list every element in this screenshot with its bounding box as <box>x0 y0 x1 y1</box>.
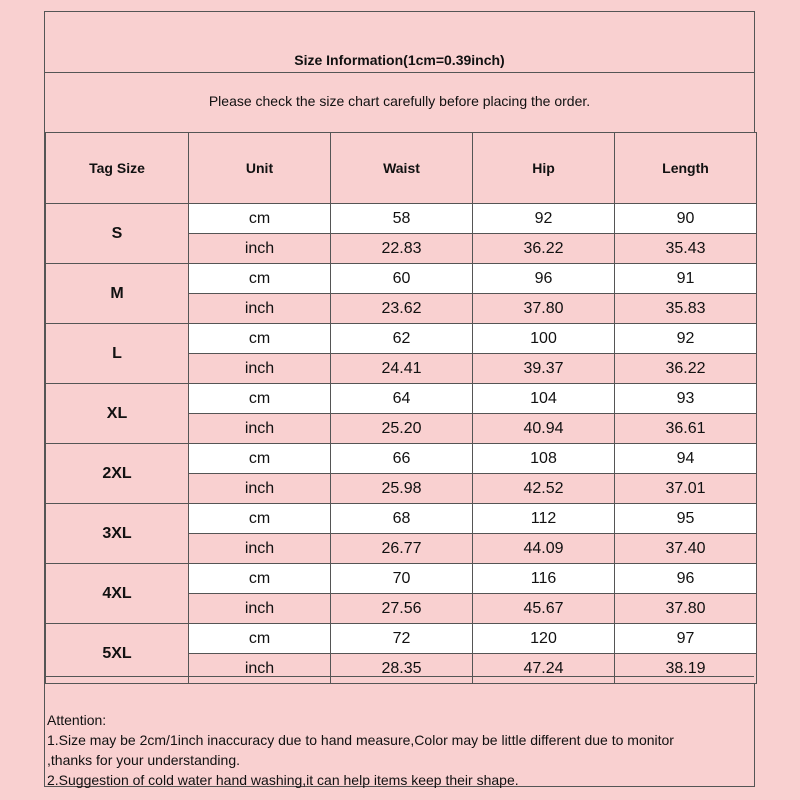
attention-section <box>45 676 754 789</box>
size-notice: Please check the size chart carefully before placing the order. <box>208 93 591 109</box>
unit-cell: cm <box>189 624 331 654</box>
size-table <box>45 132 757 684</box>
notice-row <box>45 72 754 133</box>
waist-cell: 28.35 <box>331 654 473 684</box>
title-row <box>45 12 754 73</box>
unit-cell: cm <box>189 504 331 534</box>
unit-cell: cm <box>189 204 331 234</box>
unit-cell: inch <box>189 654 331 684</box>
hip-cell: 42.52 <box>473 474 615 504</box>
size-info-title: Size Information(1cm=0.39inch) <box>294 52 505 68</box>
tag-size-cell: M <box>46 264 189 324</box>
waist-cell: 26.77 <box>331 534 473 564</box>
length-cell: 94 <box>615 444 757 474</box>
table-row <box>46 504 757 534</box>
waist-cell: 60 <box>331 264 473 294</box>
waist-cell: 25.98 <box>331 474 473 504</box>
attention-line-1: 1.Size may be 2cm/1inch inaccuracy due to hand measure,Color may be little different due to monitor <box>47 732 674 748</box>
unit-cell: cm <box>189 444 331 474</box>
hip-cell: 104 <box>473 384 615 414</box>
header-waist: Waist <box>331 133 473 204</box>
unit-cell: cm <box>189 564 331 594</box>
length-cell: 95 <box>615 504 757 534</box>
length-cell: 36.61 <box>615 414 757 444</box>
hip-cell: 100 <box>473 324 615 354</box>
unit-cell: inch <box>189 594 331 624</box>
header-unit: Unit <box>189 133 331 204</box>
table-row <box>46 204 757 234</box>
length-cell: 35.83 <box>615 294 757 324</box>
hip-cell: 45.67 <box>473 594 615 624</box>
unit-cell: inch <box>189 294 331 324</box>
waist-cell: 24.41 <box>331 354 473 384</box>
hip-cell: 120 <box>473 624 615 654</box>
length-cell: 38.19 <box>615 654 757 684</box>
hip-cell: 47.24 <box>473 654 615 684</box>
attention-line-1-cont: ,thanks for your understanding. <box>47 752 241 768</box>
header-length: Length <box>615 133 757 204</box>
length-cell: 93 <box>615 384 757 414</box>
length-cell: 35.43 <box>615 234 757 264</box>
unit-cell: inch <box>189 414 331 444</box>
unit-cell: inch <box>189 354 331 384</box>
waist-cell: 22.83 <box>331 234 473 264</box>
table-row <box>46 264 757 294</box>
tag-size-cell: S <box>46 204 189 264</box>
length-cell: 97 <box>615 624 757 654</box>
tag-size-cell: 4XL <box>46 564 189 624</box>
length-cell: 37.40 <box>615 534 757 564</box>
table-header-row <box>46 133 757 204</box>
tag-size-cell: 3XL <box>46 504 189 564</box>
waist-cell: 68 <box>331 504 473 534</box>
tag-size-cell: L <box>46 324 189 384</box>
hip-cell: 108 <box>473 444 615 474</box>
length-cell: 37.01 <box>615 474 757 504</box>
table-row <box>46 324 757 354</box>
size-chart-sheet <box>44 11 755 787</box>
hip-cell: 112 <box>473 504 615 534</box>
unit-cell: inch <box>189 534 331 564</box>
length-cell: 96 <box>615 564 757 594</box>
length-cell: 92 <box>615 324 757 354</box>
unit-cell: inch <box>189 234 331 264</box>
table-row <box>46 564 757 594</box>
waist-cell: 70 <box>331 564 473 594</box>
waist-cell: 58 <box>331 204 473 234</box>
unit-cell: cm <box>189 264 331 294</box>
waist-cell: 66 <box>331 444 473 474</box>
unit-cell: inch <box>189 474 331 504</box>
hip-cell: 96 <box>473 264 615 294</box>
waist-cell: 23.62 <box>331 294 473 324</box>
attention-heading: Attention: <box>47 712 107 728</box>
hip-cell: 37.80 <box>473 294 615 324</box>
waist-cell: 62 <box>331 324 473 354</box>
hip-cell: 92 <box>473 204 615 234</box>
header-tag-size: Tag Size <box>46 133 189 204</box>
hip-cell: 39.37 <box>473 354 615 384</box>
length-cell: 90 <box>615 204 757 234</box>
header-hip: Hip <box>473 133 615 204</box>
hip-cell: 116 <box>473 564 615 594</box>
hip-cell: 36.22 <box>473 234 615 264</box>
unit-cell: cm <box>189 384 331 414</box>
length-cell: 37.80 <box>615 594 757 624</box>
hip-cell: 44.09 <box>473 534 615 564</box>
waist-cell: 27.56 <box>331 594 473 624</box>
tag-size-cell: 5XL <box>46 624 189 684</box>
hip-cell: 40.94 <box>473 414 615 444</box>
table-row <box>46 384 757 414</box>
length-cell: 36.22 <box>615 354 757 384</box>
tag-size-cell: 2XL <box>46 444 189 504</box>
attention-line-2: 2.Suggestion of cold water hand washing,it can help items keep their shape. <box>47 772 519 788</box>
size-table-body <box>46 204 757 684</box>
length-cell: 91 <box>615 264 757 294</box>
waist-cell: 25.20 <box>331 414 473 444</box>
waist-cell: 72 <box>331 624 473 654</box>
table-row <box>46 444 757 474</box>
unit-cell: cm <box>189 324 331 354</box>
waist-cell: 64 <box>331 384 473 414</box>
tag-size-cell: XL <box>46 384 189 444</box>
table-row <box>46 624 757 654</box>
